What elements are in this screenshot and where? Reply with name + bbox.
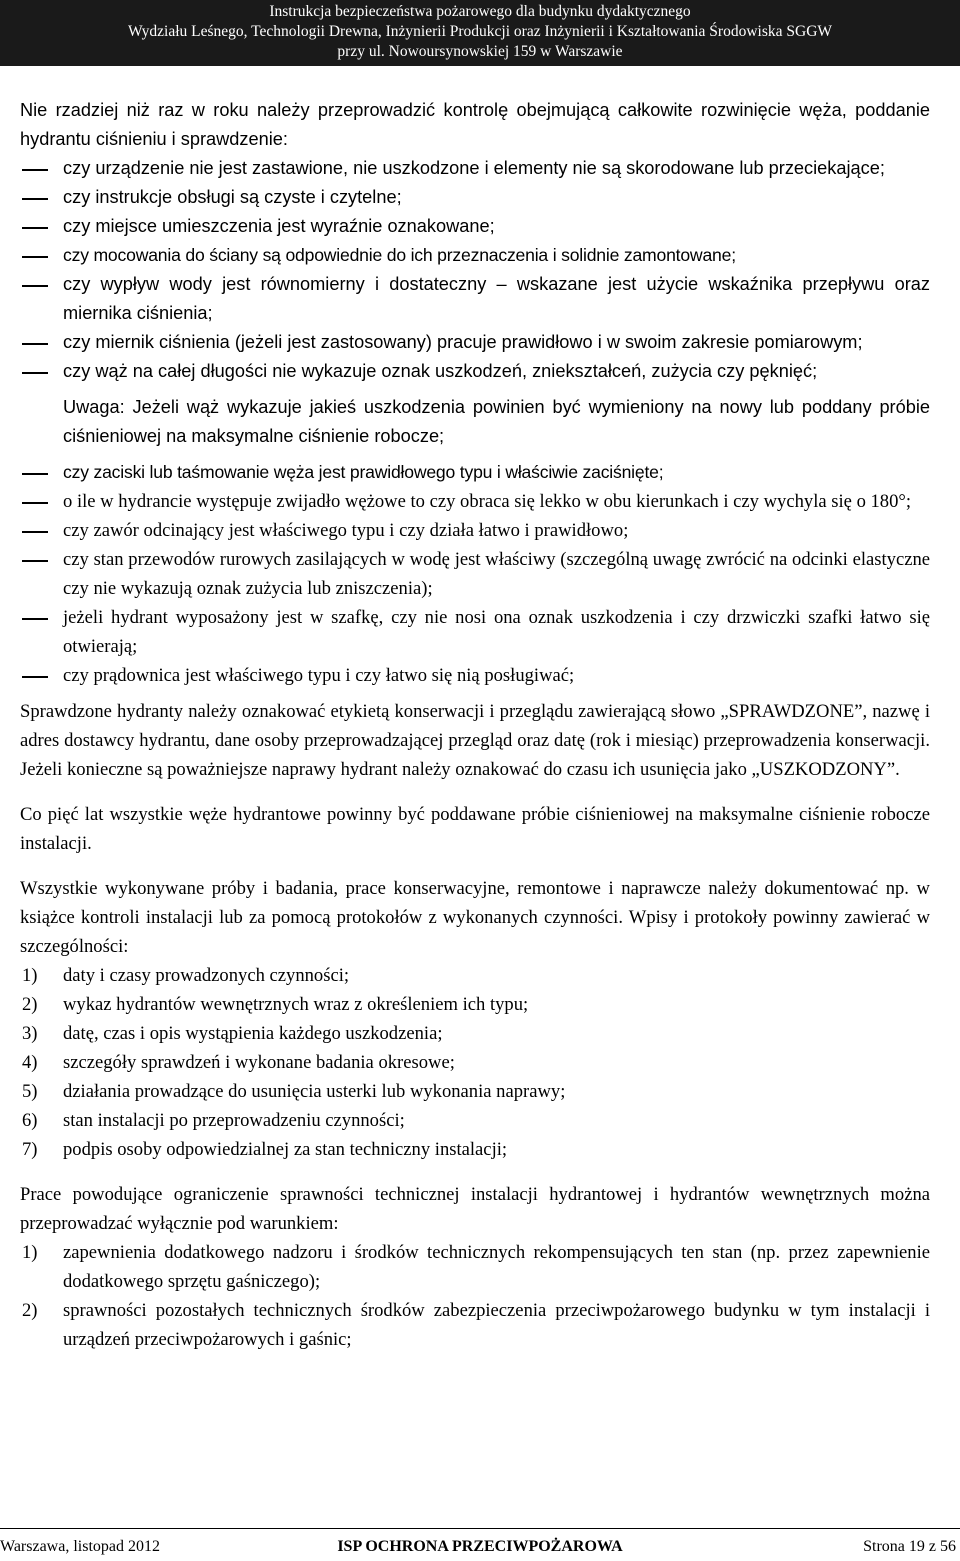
list-item — [20, 1048, 930, 1077]
list-item — [20, 357, 930, 386]
list-number: 4) — [22, 1052, 38, 1073]
list-number: 6) — [22, 1110, 38, 1131]
list-item — [20, 516, 930, 545]
list-item-text: wykaz hydrantów wewnętrznych wraz z określeniem ich typu; — [63, 994, 529, 1015]
list-item-text: czy zawór odcinający jest właściwego typu i czy działa łatwo i prawidłowo; — [63, 520, 629, 541]
list-item-text: datę, czas i opis wystąpienia każdego uszkodzenia; — [63, 1023, 443, 1044]
list-item-text: czy wypływ wody jest równomierny i dostateczny – wskazane jest użycie wskaźnika przepływu oraz miernika ciśnienia; — [63, 274, 930, 323]
footer-date: Warszawa, listopad 2012 — [0, 1538, 160, 1555]
list-item — [20, 545, 930, 603]
inspection-checklist-b — [20, 458, 930, 690]
list-item — [20, 603, 930, 661]
list-item-text: czy prądownica jest właściwego typu i czy łatwo się nią posługiwać; — [63, 665, 575, 686]
list-item — [20, 961, 930, 990]
dash-bullet — [20, 212, 63, 241]
note-text: Uwaga: Jeżeli wąż wykazuje jakieś uszkodzenia powinien być wymieniony na nowy lub poddany próbie ciśnieniowej na maksymalne ciśnienie robocze; — [63, 397, 930, 446]
list-number: 5) — [22, 1081, 38, 1102]
dash-bullet — [20, 458, 63, 487]
list-item-text: czy urządzenie nie jest zastawione, nie uszkodzone i elementy nie są skorodowane lub przeciekające; — [63, 158, 885, 178]
dash-bullet — [20, 154, 63, 183]
dash-bullet — [20, 270, 63, 328]
page-number: Strona 19 z 56 — [863, 1538, 956, 1555]
list-item-text: podpis osoby odpowiedzialnej za stan techniczny instalacji; — [63, 1139, 508, 1160]
list-item-text: jeżeli hydrant wyposażony jest w szafkę, czy nie nosi ona oznak uszkodzenia i czy drzwiczki szafki łatwo się otwierają; — [63, 607, 930, 657]
records-paragraph: Wszystkie wykonywane próby i badania, prace konserwacyjne, remontowe i naprawcze należy dokumentować np. w książce kontroli instalacji lub za pomocą protokołów z wykonanych czynności. Wpisy i protokoły powinny zawierać w szczególności: — [20, 878, 930, 957]
list-item-text: czy miejsce umieszczenia jest wyraźnie oznakowane; — [63, 216, 495, 236]
list-item — [20, 1135, 930, 1164]
dash-bullet — [20, 487, 63, 516]
list-item — [20, 1106, 930, 1135]
dash-bullet — [20, 661, 63, 690]
list-number: 1) — [22, 1242, 38, 1263]
limits-paragraph: Prace powodujące ograniczenie sprawności technicznej instalacji hydrantowej i hydrantów wewnętrznych można przeprowadzać wyłącznie pod warunkiem: — [20, 1184, 930, 1234]
page-footer — [0, 1528, 960, 1561]
dash-bullet — [20, 516, 63, 545]
list-item-text: czy mocowania do ściany są odpowiednie do ich przeznaczenia i solidnie zamontowane; — [63, 245, 736, 265]
list-item — [20, 154, 930, 183]
list-item — [20, 212, 930, 241]
list-item — [20, 458, 930, 487]
list-number: 1) — [22, 965, 38, 986]
list-item-text: stan instalacji po przeprowadzeniu czynności; — [63, 1110, 405, 1131]
document-body — [20, 96, 930, 1354]
list-item-text: czy stan przewodów rurowych zasilających w wodę jest właściwy (szczególną uwagę zwrócić na odcinki elastyczne czy nie wykazują oznak zużycia lub zniszczenia); — [63, 549, 930, 599]
intro-paragraph: Nie rzadziej niż raz w roku należy przeprowadzić kontrolę obejmującą całkowite rozwinięcie węża, poddanie hydrantu ciśnieniu i sprawdzenie: — [20, 100, 930, 149]
list-item-text: czy instrukcje obsługi są czyste i czytelne; — [63, 187, 402, 207]
list-item — [20, 328, 930, 357]
list-item — [20, 990, 930, 1019]
page-header — [0, 0, 960, 66]
labeling-paragraph: Sprawdzone hydranty należy oznakować etykietą konserwacji i przeglądu zawierającą słowo „SPRAWDZONE”, nazwę i adres dostawcy hydrantu, dane osoby przeprowadzającej przegląd oraz datę (rok i miesiąc) przeprowadzenia konserwacji. Jeżeli konieczne są poważniejsze naprawy hydrant należy oznakować do czasu ich usunięcia jako „USZKODZONY”. — [20, 701, 930, 780]
footer-title: ISP OCHRONA PRZECIWPOŻAROWA — [337, 1538, 623, 1555]
header-address: przy ul. Nowoursynowskiej 159 w Warszawie — [337, 43, 623, 60]
dash-bullet — [20, 328, 63, 357]
hose-test-paragraph: Co pięć lat wszystkie węże hydrantowe powinny być poddawane próbie ciśnieniowej na maksymalne ciśnienie robocze instalacji. — [20, 804, 930, 854]
list-item-text: zapewnienia dodatkowego nadzoru i środków technicznych rekompensujących ten stan (np. przez zapewnienie dodatkowego sprzętu gaśniczego); — [63, 1242, 930, 1292]
list-item — [20, 1238, 930, 1296]
list-item-text: sprawności pozostałych technicznych środków zabezpieczenia przeciwpożarowego budynku w tym instalacji i urządzeń przeciwpożarowych i gaśnic; — [63, 1300, 930, 1350]
list-item — [20, 1077, 930, 1106]
list-number: 2) — [22, 1300, 38, 1321]
list-item — [20, 1296, 930, 1354]
header-faculty: Wydziału Leśnego, Technologii Drewna, Inżynierii Produkcji oraz Inżynierii i Kształtowania Środowiska SGGW — [127, 23, 833, 40]
dash-bullet — [20, 183, 63, 212]
inspection-checklist-a — [20, 154, 930, 386]
note-block — [20, 393, 930, 451]
dash-bullet — [20, 357, 63, 386]
dash-bullet — [20, 545, 63, 603]
records-list — [20, 961, 930, 1164]
list-item-text: czy wąż na całej długości nie wykazuje oznak uszkodzeń, zniekształceń, zużycia czy pęknięć; — [63, 361, 818, 381]
list-item — [20, 270, 930, 328]
list-item-text: czy miernik ciśnienia (jeżeli jest zastosowany) pracuje prawidłowo i w swoim zakresie pomiarowym; — [63, 332, 863, 352]
list-item-text: czy zaciski lub taśmowanie węża jest prawidłowego typu i właściwie zaciśnięte; — [63, 462, 664, 482]
dash-bullet — [20, 241, 63, 270]
header-title: Instrukcja bezpieczeństwa pożarowego dla budynku dydaktycznego — [269, 3, 691, 20]
list-item — [20, 183, 930, 212]
list-item-text: działania prowadzące do usunięcia usterki lub wykonania naprawy; — [63, 1081, 566, 1102]
list-item-text: o ile w hydrancie występuje zwijadło wężowe to czy obraca się lekko w obu kierunkach i czy wychyla się o 180°; — [63, 491, 912, 512]
dash-bullet — [20, 603, 63, 661]
list-number: 3) — [22, 1023, 38, 1044]
list-item-text: daty i czasy prowadzonych czynności; — [63, 965, 350, 986]
list-item — [20, 487, 930, 516]
limits-list — [20, 1238, 930, 1354]
list-number: 2) — [22, 994, 38, 1015]
list-item-text: szczegóły sprawdzeń i wykonane badania okresowe; — [63, 1052, 455, 1073]
list-item — [20, 241, 930, 270]
list-item — [20, 1019, 930, 1048]
list-number: 7) — [22, 1139, 38, 1160]
list-item — [20, 661, 930, 690]
